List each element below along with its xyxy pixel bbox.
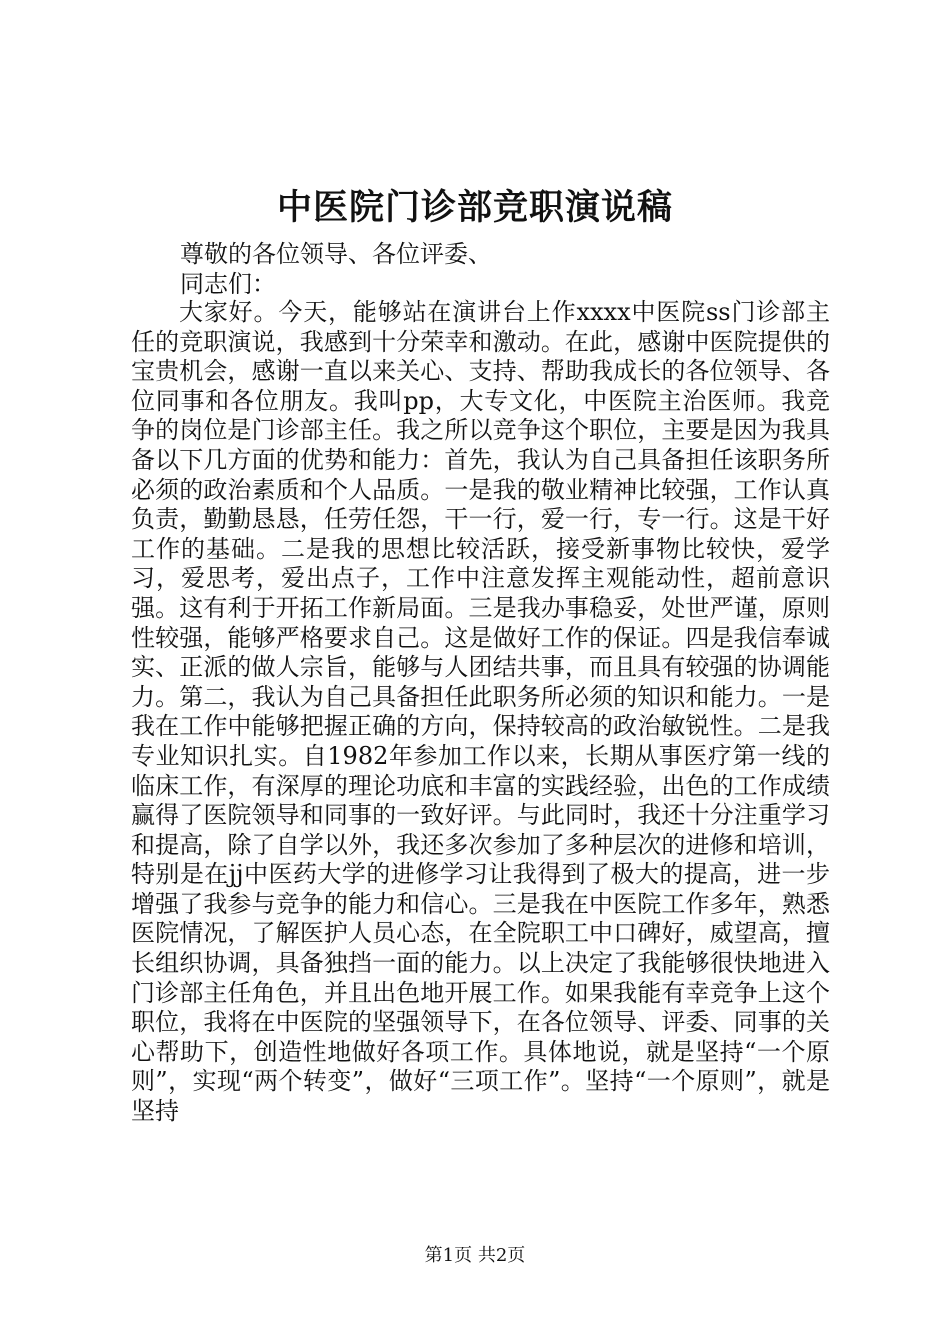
document-title: 中医院门诊部竞职演说稿 xyxy=(276,187,673,228)
body-paragraph: 大家好。今天，能够站在演讲台上作xxxx中医院ss门诊部主任的竞职演说，我感到十分荣幸和激动。在此，感谢中医院提供的宝贵机会，感谢一直以来关心、支持、帮助我成长的各位领导、各位同事和各位朋友。我叫pp，大专文化，中医院主治医师。我竞争的岗位是门诊部主任。我之所以竞争这个职位，主要是因为我具备以下几方面的优势和能力：首先，我认为自己具备担任该职务所必须的政治素质和个人品质。一是我的敬业精神比较强，工作认真负责，勤勤恳恳，任劳任怨，干一行，爱一行，专一行。这是干好工作的基础。二是我的思想比较活跃，接受新事物比较快，爱学习，爱思考，爱出点子，工作中注意发挥主观能动性，超前意识强。这有利于开拓工作新局面。三是我办事稳妥，处世严谨，原则性较强，能够严格要求自己。这是做好工作的保证。四是我信奉诚实、正派的做人宗旨，能够与人团结共事，而且具有较强的协调能力。第二，我认为自己具备担任此职务所必须的知识和能力。一是我在工作中能够把握正确的方向，保持较高的政治敏锐性。二是我专业知识扎实。自1982年参加工作以来，长期从事医疗第一线的临床工作，有深厚的理论功底和丰富的实践经验，出色的工作成绩赢得了医院领导和同事的一致好评。与此同时，我还十分注重学习和提高，除了自学以外，我还多次参加了多种层次的进修和培训，特别是在jj中医药大学的进修学习让我得到了极大的提高，进一步增强了我参与竞争的能力和信心。三是我在中医院工作多年，熟悉医院情况，了解医护人员心态，在全院职工中口碑好，威望高，擅长组织协调，具备独挡一面的能力。以上决定了我能够很快地进入门诊部主任角色，并且出色地开展工作。如果我能有幸竞争上这个职位，我将在中医院的坚强领导下，在各位领导、评委、同事的关心帮助下，创造性地做好各项工作。具体地说，就是坚持“一个原则”，实现“两个转变”，做好“三项工作”。坚持“一个原则”，就是坚持 xyxy=(131,298,830,1126)
salutation-line-2: 同志们： xyxy=(180,270,276,298)
page-footer: 第1页 共2页 xyxy=(424,1245,526,1266)
salutation-line-1: 尊敬的各位领导、各位评委、 xyxy=(180,240,492,268)
